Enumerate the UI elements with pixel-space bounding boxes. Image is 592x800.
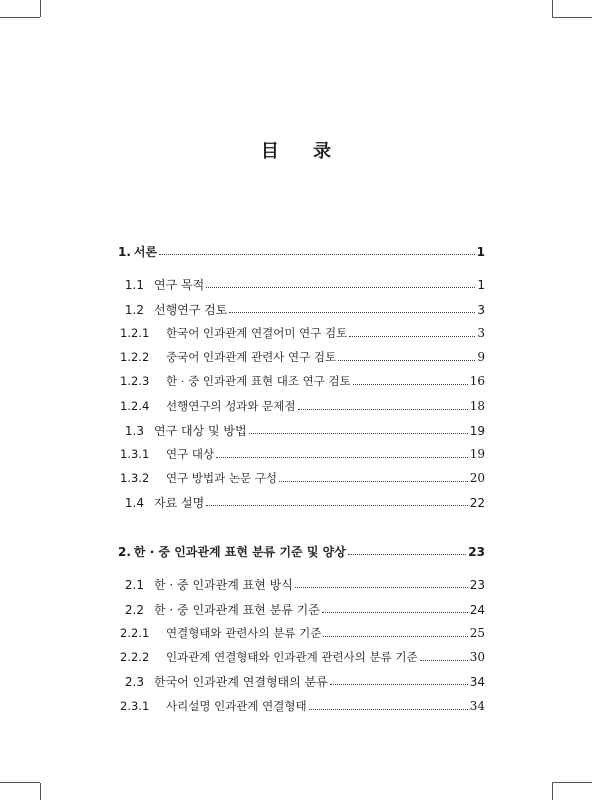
toc-entry-title: 중국어 인과관계 관련사 연구 검토 [166,350,337,364]
toc-entry-page: 19 [469,447,485,461]
toc-entry-number: 1.1 [124,278,144,292]
toc-entry-title: 인과관계 연결형태와 인과관계 관련사의 분류 기준 [166,650,418,664]
dot-leader [420,659,468,661]
toc-entry[interactable] [120,398,485,418]
toc-entry-page: 3 [477,326,485,340]
toc-entry-title: 연결형태와 관련사의 분류 기준 [166,626,322,640]
toc-entry-title: 한 · 중 인과관계 표현 대조 연구 검토 [166,374,351,388]
dot-leader [229,311,475,313]
toc-entry-title: 한 · 중 인과관계 표현 방식 [154,578,293,592]
dot-leader [249,432,468,434]
toc-entry-number: 2.3 [124,675,144,689]
dot-leader [206,504,468,506]
toc-entry-number: 1.3 [124,424,144,438]
toc-entry[interactable] [120,325,485,345]
toc-entry-page: 1 [477,278,485,292]
dot-leader [298,408,468,410]
toc-entry[interactable] [112,601,485,621]
toc-entry-number: 2.2.1 [120,626,150,640]
page-title: 目 录 [260,141,346,162]
toc-entry-title: 사리설명 인과관계 연결형태 [166,699,307,713]
toc-entry-number: 1.2.3 [120,374,150,388]
toc-entry-title: 한 · 중 인과관계 표현 분류 기준 [154,603,320,617]
toc-entry[interactable] [118,243,485,263]
toc-entry-page: 9 [477,350,485,364]
toc-entry-number: 1.4 [124,496,144,510]
toc-entry[interactable] [112,494,485,514]
toc-entry-page: 1 [476,245,485,259]
dot-leader [349,335,475,337]
toc-entry-title: 자료 설명 [154,496,205,510]
toc-entry[interactable] [112,301,485,321]
toc-entry-title: 한 · 중 인과관계 표현 분류 기준 및 양상 [133,545,346,559]
toc-entry[interactable] [112,576,485,596]
toc-entry-page: 20 [469,471,485,485]
toc-entry-title: 연구 대상 [166,447,215,461]
dot-leader [295,586,468,588]
toc-entry-number: 2.1 [124,578,144,592]
toc-entry-number: 2.3.1 [120,699,150,713]
toc-entry[interactable] [118,543,485,563]
toc-entry-page: 18 [469,399,485,413]
dot-leader [159,253,475,255]
toc-entry-page: 24 [469,603,485,617]
toc-entry-page: 19 [469,424,485,438]
toc-entry[interactable] [112,673,485,693]
toc-entry[interactable] [120,349,485,369]
toc-entry-number: 2.2.2 [120,650,150,664]
dot-leader [216,456,468,458]
dot-leader [353,383,468,385]
toc-entry-page: 30 [469,650,485,664]
toc-entry-number: 1. [118,245,131,259]
toc-entry[interactable] [120,698,485,718]
toc-entry-title: 서론 [133,245,158,259]
toc-entry-page: 34 [469,699,485,713]
dot-leader [322,611,468,613]
toc-entry-number: 2.2 [124,603,144,617]
toc-entry-number: 2. [118,545,131,559]
dot-leader [348,553,467,555]
toc-entry-title: 선행연구의 성과와 문제점 [166,399,296,413]
toc-entry-page: 25 [469,626,485,640]
toc-entry-title: 연구 대상 및 방법 [154,424,247,438]
toc-entry-number: 1.3.2 [120,471,150,485]
toc-entry[interactable] [120,649,485,669]
toc-entry-title: 한국어 인과관계 연결형태의 분류 [154,675,328,689]
toc-entry[interactable] [112,276,485,296]
toc-entry-number: 1.2.2 [120,350,150,364]
toc-entry-number: 1.3.1 [120,447,150,461]
toc-entry-page: 3 [477,303,485,317]
toc-entry[interactable] [120,470,485,490]
toc-entry-page: 23 [469,578,485,592]
toc-entry[interactable] [120,625,485,645]
toc-entry-page: 16 [469,374,485,388]
toc-entry[interactable] [120,446,485,466]
toc-entry-title: 선행연구 검토 [154,303,228,317]
toc-entry-number: 1.2 [124,303,144,317]
dot-leader [206,286,475,288]
toc-entry-title: 연구 방법과 논문 구성 [166,471,277,485]
toc-entry-page: 23 [468,545,485,559]
toc-entry[interactable] [112,422,485,442]
dot-leader [323,635,467,637]
toc-entry-page: 34 [469,675,485,689]
toc-entry[interactable] [120,373,485,393]
dot-leader [330,683,468,685]
toc-entry-title: 연구 목적 [154,278,205,292]
toc-entry-page: 22 [469,496,485,510]
dot-leader [279,480,468,482]
toc-entry-title: 한국어 인과관계 연결어미 연구 검토 [166,326,348,340]
toc-entry-number: 1.2.1 [120,326,150,340]
dot-leader [338,359,475,361]
toc-entry-number: 1.2.4 [120,399,150,413]
dot-leader [309,708,468,710]
